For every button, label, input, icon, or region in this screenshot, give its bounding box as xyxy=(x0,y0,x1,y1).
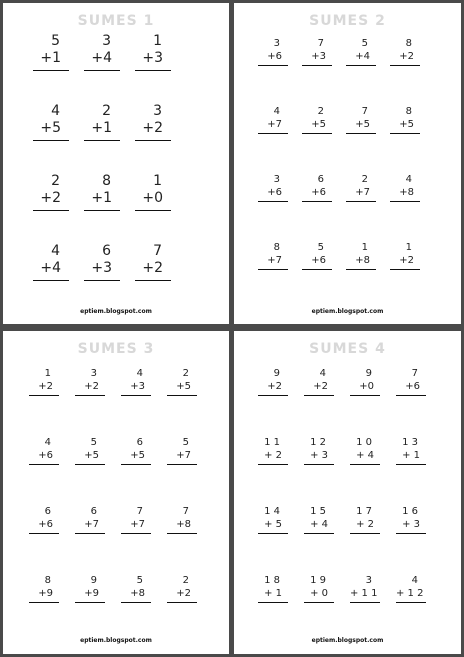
addend-bottom: +6 xyxy=(38,450,53,461)
addition-problem xyxy=(258,173,288,202)
worksheet-sumes-1 xyxy=(3,3,229,324)
addition-problem xyxy=(302,37,332,66)
addend-top: 1 xyxy=(361,242,368,253)
addend-top: 5 xyxy=(136,575,143,586)
addition-problem xyxy=(302,241,332,270)
answer-line xyxy=(33,280,69,281)
worksheet-footer: eptiem.blogspot.com xyxy=(311,308,384,315)
answer-line xyxy=(350,464,380,465)
addend-top: 3 xyxy=(153,103,162,119)
addend-bottom: +0 xyxy=(359,381,374,392)
addend-bottom: +4 xyxy=(355,51,370,62)
addend-bottom: +2 xyxy=(267,381,282,392)
answer-line xyxy=(33,140,69,141)
addend-top: 1 8 xyxy=(264,575,280,586)
addition-problem xyxy=(84,243,120,281)
addend-top: 5 xyxy=(182,437,189,448)
worksheet-title: SUMES 3 xyxy=(77,341,155,357)
addition-problem xyxy=(346,173,376,202)
addition-problem xyxy=(121,436,151,465)
answer-line xyxy=(304,464,334,465)
answer-line xyxy=(167,395,197,396)
answer-line xyxy=(84,70,120,71)
worksheet-sumes-2 xyxy=(234,3,461,324)
addition-problem xyxy=(29,505,59,534)
answer-line xyxy=(258,201,288,202)
answer-line xyxy=(390,133,420,134)
addend-top: 5 xyxy=(317,242,324,253)
addition-problem xyxy=(75,505,105,534)
addend-bottom: +5 xyxy=(84,450,99,461)
addend-top: 3 xyxy=(273,174,280,185)
answer-line xyxy=(350,533,380,534)
addition-problem xyxy=(346,37,376,66)
addend-bottom: +8 xyxy=(130,588,145,599)
addend-top: 5 xyxy=(51,33,60,49)
addend-top: 4 xyxy=(51,103,60,119)
worksheet-title: SUMES 4 xyxy=(309,341,386,357)
addend-top: 6 xyxy=(102,243,111,259)
addend-bottom: +8 xyxy=(355,255,370,266)
addition-problem xyxy=(75,367,105,396)
answer-line xyxy=(167,464,197,465)
answer-line xyxy=(258,533,288,534)
answer-line xyxy=(304,602,334,603)
addend-top: 6 xyxy=(44,506,51,517)
answer-line xyxy=(258,602,288,603)
addition-problem xyxy=(390,37,420,66)
addend-bottom: + 1 2 xyxy=(396,588,424,599)
answer-line xyxy=(346,269,376,270)
answer-line xyxy=(75,602,105,603)
addend-bottom: +5 xyxy=(399,119,414,130)
addend-top: 9 xyxy=(365,368,372,379)
addend-top: 4 xyxy=(319,368,326,379)
worksheet-title: SUMES 1 xyxy=(77,13,155,29)
addend-bottom: + 1 xyxy=(264,588,282,599)
addition-problem xyxy=(33,103,69,141)
addition-problem xyxy=(75,436,105,465)
addend-top: 1 xyxy=(153,33,162,49)
addition-problem xyxy=(390,105,420,134)
addend-top: 1 xyxy=(153,173,162,189)
addend-top: 1 3 xyxy=(402,437,418,448)
addend-top: 4 xyxy=(405,174,412,185)
addend-top: 2 xyxy=(182,368,189,379)
addition-problem xyxy=(258,436,288,465)
answer-line xyxy=(390,65,420,66)
answer-line xyxy=(258,65,288,66)
addition-problem xyxy=(390,241,420,270)
addend-bottom: +7 xyxy=(267,119,282,130)
addend-top: 2 xyxy=(317,106,324,117)
addend-bottom: +2 xyxy=(38,381,53,392)
addition-problem xyxy=(33,243,69,281)
addend-bottom: +5 xyxy=(176,381,191,392)
addition-problem xyxy=(75,574,105,603)
addend-top: 4 xyxy=(44,437,51,448)
addition-problem xyxy=(121,367,151,396)
answer-line xyxy=(346,65,376,66)
addend-top: 8 xyxy=(102,173,111,189)
addition-problem xyxy=(350,574,380,603)
addend-bottom: +2 xyxy=(40,190,61,206)
addend-top: 7 xyxy=(136,506,143,517)
addition-problem xyxy=(396,367,426,396)
addition-problem xyxy=(350,505,380,534)
addition-problem xyxy=(135,33,171,71)
answer-line xyxy=(258,395,288,396)
answer-line xyxy=(346,201,376,202)
addition-problem xyxy=(258,37,288,66)
addition-problem xyxy=(396,436,426,465)
addend-top: 3 xyxy=(90,368,97,379)
answer-line xyxy=(135,280,171,281)
answer-line xyxy=(258,464,288,465)
addend-top: 4 xyxy=(411,575,418,586)
addition-problem xyxy=(135,173,171,211)
addition-problem xyxy=(258,241,288,270)
addend-top: 1 xyxy=(44,368,51,379)
addend-bottom: +0 xyxy=(142,190,163,206)
addition-problem xyxy=(302,105,332,134)
addend-bottom: +6 xyxy=(405,381,420,392)
addend-top: 1 0 xyxy=(356,437,372,448)
addend-bottom: +7 xyxy=(84,519,99,530)
addition-problem xyxy=(135,103,171,141)
addend-bottom: +7 xyxy=(355,187,370,198)
addition-problem xyxy=(167,436,197,465)
addition-problem xyxy=(167,367,197,396)
addend-bottom: +4 xyxy=(91,50,112,66)
addend-bottom: + 1 1 xyxy=(350,588,378,599)
addend-bottom: + 0 xyxy=(310,588,328,599)
answer-line xyxy=(75,395,105,396)
addition-problem xyxy=(33,33,69,71)
addend-top: 9 xyxy=(273,368,280,379)
answer-line xyxy=(121,395,151,396)
addend-bottom: +6 xyxy=(311,255,326,266)
addend-bottom: +5 xyxy=(40,120,61,136)
answer-line xyxy=(302,201,332,202)
answer-line xyxy=(33,210,69,211)
addend-top: 7 xyxy=(361,106,368,117)
answer-line xyxy=(396,602,426,603)
addend-top: 5 xyxy=(361,38,368,49)
addend-top: 3 xyxy=(273,38,280,49)
addend-bottom: +8 xyxy=(399,187,414,198)
addend-top: 2 xyxy=(102,103,111,119)
answer-line xyxy=(167,602,197,603)
worksheet-sumes-4 xyxy=(234,331,461,654)
addend-top: 8 xyxy=(273,242,280,253)
answer-line xyxy=(121,533,151,534)
addend-bottom: +2 xyxy=(142,260,163,276)
answer-line xyxy=(396,464,426,465)
addition-problem xyxy=(304,574,334,603)
addend-bottom: + 2 xyxy=(264,450,282,461)
addend-bottom: +2 xyxy=(399,255,414,266)
addend-top: 7 xyxy=(153,243,162,259)
answer-line xyxy=(33,70,69,71)
addend-top: 8 xyxy=(44,575,51,586)
answer-line xyxy=(346,133,376,134)
addend-bottom: +2 xyxy=(142,120,163,136)
answer-line xyxy=(135,210,171,211)
addend-bottom: +5 xyxy=(355,119,370,130)
addend-bottom: + 5 xyxy=(264,519,282,530)
addition-problem xyxy=(167,574,197,603)
answer-line xyxy=(396,533,426,534)
answer-line xyxy=(390,269,420,270)
addend-top: 4 xyxy=(136,368,143,379)
worksheet-sumes-3 xyxy=(3,331,229,654)
addition-problem xyxy=(167,505,197,534)
addend-top: 9 xyxy=(90,575,97,586)
answer-line xyxy=(135,140,171,141)
addend-bottom: +2 xyxy=(176,588,191,599)
answer-line xyxy=(135,70,171,71)
addend-bottom: +9 xyxy=(38,588,53,599)
addition-problem xyxy=(258,505,288,534)
addend-bottom: +2 xyxy=(313,381,328,392)
answer-line xyxy=(390,201,420,202)
addend-top: 2 xyxy=(182,575,189,586)
addition-problem xyxy=(135,243,171,281)
addend-bottom: +2 xyxy=(399,51,414,62)
addition-problem xyxy=(304,367,334,396)
addition-problem xyxy=(29,436,59,465)
addition-problem xyxy=(396,574,426,603)
answer-line xyxy=(75,464,105,465)
addend-bottom: +1 xyxy=(91,190,112,206)
addend-bottom: +3 xyxy=(142,50,163,66)
addition-problem xyxy=(29,367,59,396)
answer-line xyxy=(304,533,334,534)
answer-line xyxy=(350,602,380,603)
addition-problem xyxy=(304,436,334,465)
addend-top: 1 xyxy=(405,242,412,253)
addend-top: 2 xyxy=(361,174,368,185)
addition-problem xyxy=(29,574,59,603)
answer-line xyxy=(121,464,151,465)
addend-bottom: +1 xyxy=(40,50,61,66)
answer-line xyxy=(258,133,288,134)
addend-bottom: + 4 xyxy=(356,450,374,461)
addition-problem xyxy=(350,436,380,465)
answer-line xyxy=(302,65,332,66)
addend-bottom: + 2 xyxy=(356,519,374,530)
answer-line xyxy=(84,140,120,141)
answer-line xyxy=(75,533,105,534)
addend-top: 3 xyxy=(365,575,372,586)
addition-problem xyxy=(258,367,288,396)
addend-top: 1 7 xyxy=(356,506,372,517)
addend-top: 7 xyxy=(182,506,189,517)
addend-bottom: +7 xyxy=(267,255,282,266)
addend-top: 4 xyxy=(273,106,280,117)
addition-problem xyxy=(33,173,69,211)
addition-problem xyxy=(302,173,332,202)
addend-top: 5 xyxy=(90,437,97,448)
addend-top: 2 xyxy=(51,173,60,189)
addend-bottom: +6 xyxy=(311,187,326,198)
addend-bottom: +5 xyxy=(130,450,145,461)
addend-bottom: +3 xyxy=(91,260,112,276)
addend-top: 8 xyxy=(405,38,412,49)
addend-top: 6 xyxy=(90,506,97,517)
worksheet-footer: eptiem.blogspot.com xyxy=(311,637,384,644)
addition-problem xyxy=(84,103,120,141)
addend-top: 3 xyxy=(102,33,111,49)
addition-problem xyxy=(396,505,426,534)
answer-line xyxy=(29,533,59,534)
addend-bottom: +2 xyxy=(84,381,99,392)
answer-line xyxy=(302,133,332,134)
addend-bottom: +3 xyxy=(311,51,326,62)
answer-line xyxy=(396,395,426,396)
worksheet-title: SUMES 2 xyxy=(309,13,386,29)
addend-bottom: +7 xyxy=(176,450,191,461)
answer-line xyxy=(304,395,334,396)
addend-bottom: +6 xyxy=(267,187,282,198)
answer-line xyxy=(302,269,332,270)
addend-top: 4 xyxy=(51,243,60,259)
addend-bottom: + 3 xyxy=(310,450,328,461)
addend-bottom: +6 xyxy=(267,51,282,62)
answer-line xyxy=(258,269,288,270)
addition-problem xyxy=(258,105,288,134)
answer-line xyxy=(121,602,151,603)
worksheet-footer: eptiem.blogspot.com xyxy=(80,637,152,644)
addend-top: 1 9 xyxy=(310,575,326,586)
answer-line xyxy=(29,464,59,465)
addition-problem xyxy=(84,173,120,211)
addend-top: 1 4 xyxy=(264,506,280,517)
answer-line xyxy=(84,280,120,281)
addition-problem xyxy=(350,367,380,396)
addition-problem xyxy=(121,574,151,603)
addend-top: 1 2 xyxy=(310,437,326,448)
addend-top: 6 xyxy=(317,174,324,185)
addend-top: 1 1 xyxy=(264,437,280,448)
addend-top: 8 xyxy=(405,106,412,117)
addend-top: 7 xyxy=(317,38,324,49)
addend-bottom: +3 xyxy=(130,381,145,392)
addition-problem xyxy=(346,105,376,134)
addition-problem xyxy=(258,574,288,603)
addition-problem xyxy=(121,505,151,534)
addition-problem xyxy=(304,505,334,534)
addend-top: 6 xyxy=(136,437,143,448)
addend-bottom: +1 xyxy=(91,120,112,136)
addend-bottom: +6 xyxy=(38,519,53,530)
addition-problem xyxy=(346,241,376,270)
addend-bottom: +7 xyxy=(130,519,145,530)
addend-bottom: +5 xyxy=(311,119,326,130)
addend-top: 1 5 xyxy=(310,506,326,517)
answer-line xyxy=(350,395,380,396)
addend-bottom: + 1 xyxy=(402,450,420,461)
addend-bottom: + 3 xyxy=(402,519,420,530)
addition-problem xyxy=(84,33,120,71)
answer-line xyxy=(167,533,197,534)
addend-bottom: +4 xyxy=(40,260,61,276)
addend-top: 7 xyxy=(411,368,418,379)
addend-bottom: +8 xyxy=(176,519,191,530)
answer-line xyxy=(29,395,59,396)
answer-line xyxy=(29,602,59,603)
worksheet-footer: eptiem.blogspot.com xyxy=(80,308,152,315)
addend-bottom: +9 xyxy=(84,588,99,599)
addition-problem xyxy=(390,173,420,202)
answer-line xyxy=(84,210,120,211)
addend-top: 1 6 xyxy=(402,506,418,517)
addend-bottom: + 4 xyxy=(310,519,328,530)
